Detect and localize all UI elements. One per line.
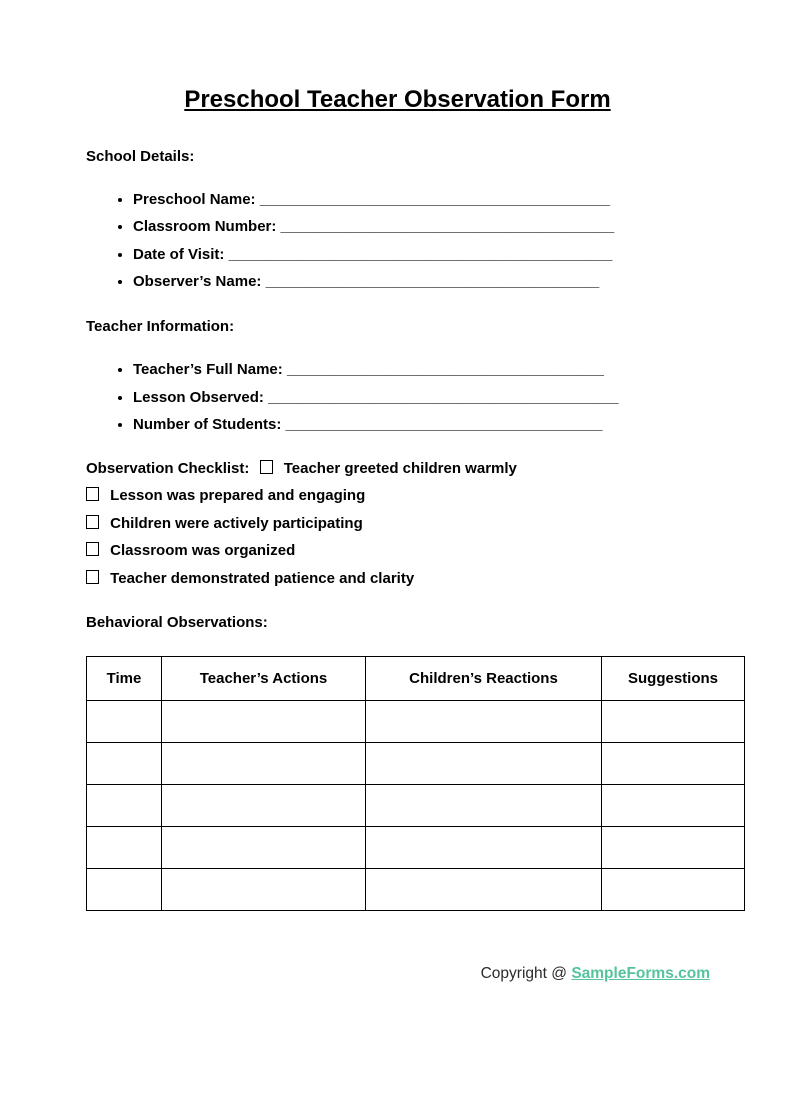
table-cell (162, 701, 366, 743)
table-cell (602, 701, 745, 743)
table-header-row (87, 657, 745, 701)
checklist-line (86, 455, 795, 483)
table-cell (87, 827, 162, 869)
table-cell (366, 785, 602, 827)
checkbox-icon (86, 570, 99, 584)
field-label: Teacher’s Full Name: (133, 360, 283, 378)
table-cell (87, 785, 162, 827)
table-cell (366, 701, 602, 743)
page-title: Preschool Teacher Observation Form (184, 86, 611, 113)
blank-line: ______________________________________________ (228, 245, 613, 263)
checklist-line (86, 537, 795, 565)
table-cell (162, 827, 366, 869)
table-cell (602, 743, 745, 785)
table-cell (602, 869, 745, 911)
checklist-item-label: Children were actively participating (110, 514, 363, 532)
field-label: Date of Visit: (133, 245, 225, 263)
blank-line: ______________________________________ (285, 416, 603, 434)
field-label: Number of Students: (133, 416, 282, 434)
observation-checklist-heading: Observation Checklist: (86, 459, 250, 477)
field-label: Observer’s Name: (133, 273, 262, 291)
table-cell (366, 869, 602, 911)
checklist-item-label: Teacher demonstrated patience and clarity (110, 569, 415, 587)
table-cell (87, 701, 162, 743)
list-item-lesson-observed (133, 384, 795, 412)
copyright-text: Copyright @ (480, 965, 567, 983)
document-page (0, 86, 795, 1119)
observation-checklist-section (86, 455, 795, 593)
table-row (87, 827, 745, 869)
blank-line: ______________________________________ (286, 360, 604, 378)
checklist-item-label: Lesson was prepared and engaging (110, 487, 366, 505)
column-header-suggestions: Suggestions (602, 657, 745, 701)
teacher-information-list (86, 356, 795, 439)
field-label: Preschool Name: (133, 190, 256, 208)
blank-line: __________________________________________ (268, 388, 619, 406)
column-header-time: Time (87, 657, 162, 701)
table-cell (87, 743, 162, 785)
checklist-line (86, 565, 795, 593)
blank-line: __________________________________________ (259, 190, 611, 208)
behavioral-observations-table (86, 656, 745, 911)
table-row (87, 701, 745, 743)
table-cell (87, 869, 162, 911)
checkbox-icon (86, 487, 99, 501)
column-header-teachers-actions: Teacher’s Actions (162, 657, 366, 701)
list-item-date-of-visit (133, 241, 795, 269)
checklist-line (86, 510, 795, 538)
checkbox-icon (86, 515, 99, 529)
checkbox-icon (260, 460, 273, 474)
field-label: Classroom Number: (133, 218, 277, 236)
list-item-observer-name (133, 268, 795, 296)
table-cell (366, 827, 602, 869)
sampleforms-link[interactable]: SampleForms.com (571, 965, 710, 983)
table-row (87, 785, 745, 827)
field-label: Lesson Observed: (133, 388, 264, 406)
checklist-item-label: Classroom was organized (110, 542, 296, 560)
list-item-number-of-students (133, 411, 795, 439)
blank-line: ________________________________________ (280, 218, 615, 236)
list-item-preschool-name (133, 186, 795, 214)
table-cell (366, 743, 602, 785)
footer (0, 965, 795, 983)
table-cell (162, 743, 366, 785)
checklist-line (86, 482, 795, 510)
checkbox-icon (86, 542, 99, 556)
teacher-information-heading: Teacher Information: (86, 317, 235, 335)
table-cell (602, 827, 745, 869)
school-details-heading: School Details: (86, 147, 195, 165)
column-header-childrens-reactions: Children’s Reactions (366, 657, 602, 701)
list-item-teacher-full-name (133, 356, 795, 384)
table-cell (162, 869, 366, 911)
table-row (87, 743, 745, 785)
blank-line: ________________________________________ (265, 273, 600, 291)
checklist-item-label: Teacher greeted children warmly (283, 459, 517, 477)
table-row (87, 869, 745, 911)
table-cell (162, 785, 366, 827)
list-item-classroom-number (133, 213, 795, 241)
behavioral-observations-heading: Behavioral Observations: (86, 614, 268, 632)
table-cell (602, 785, 745, 827)
school-details-list (86, 186, 795, 296)
